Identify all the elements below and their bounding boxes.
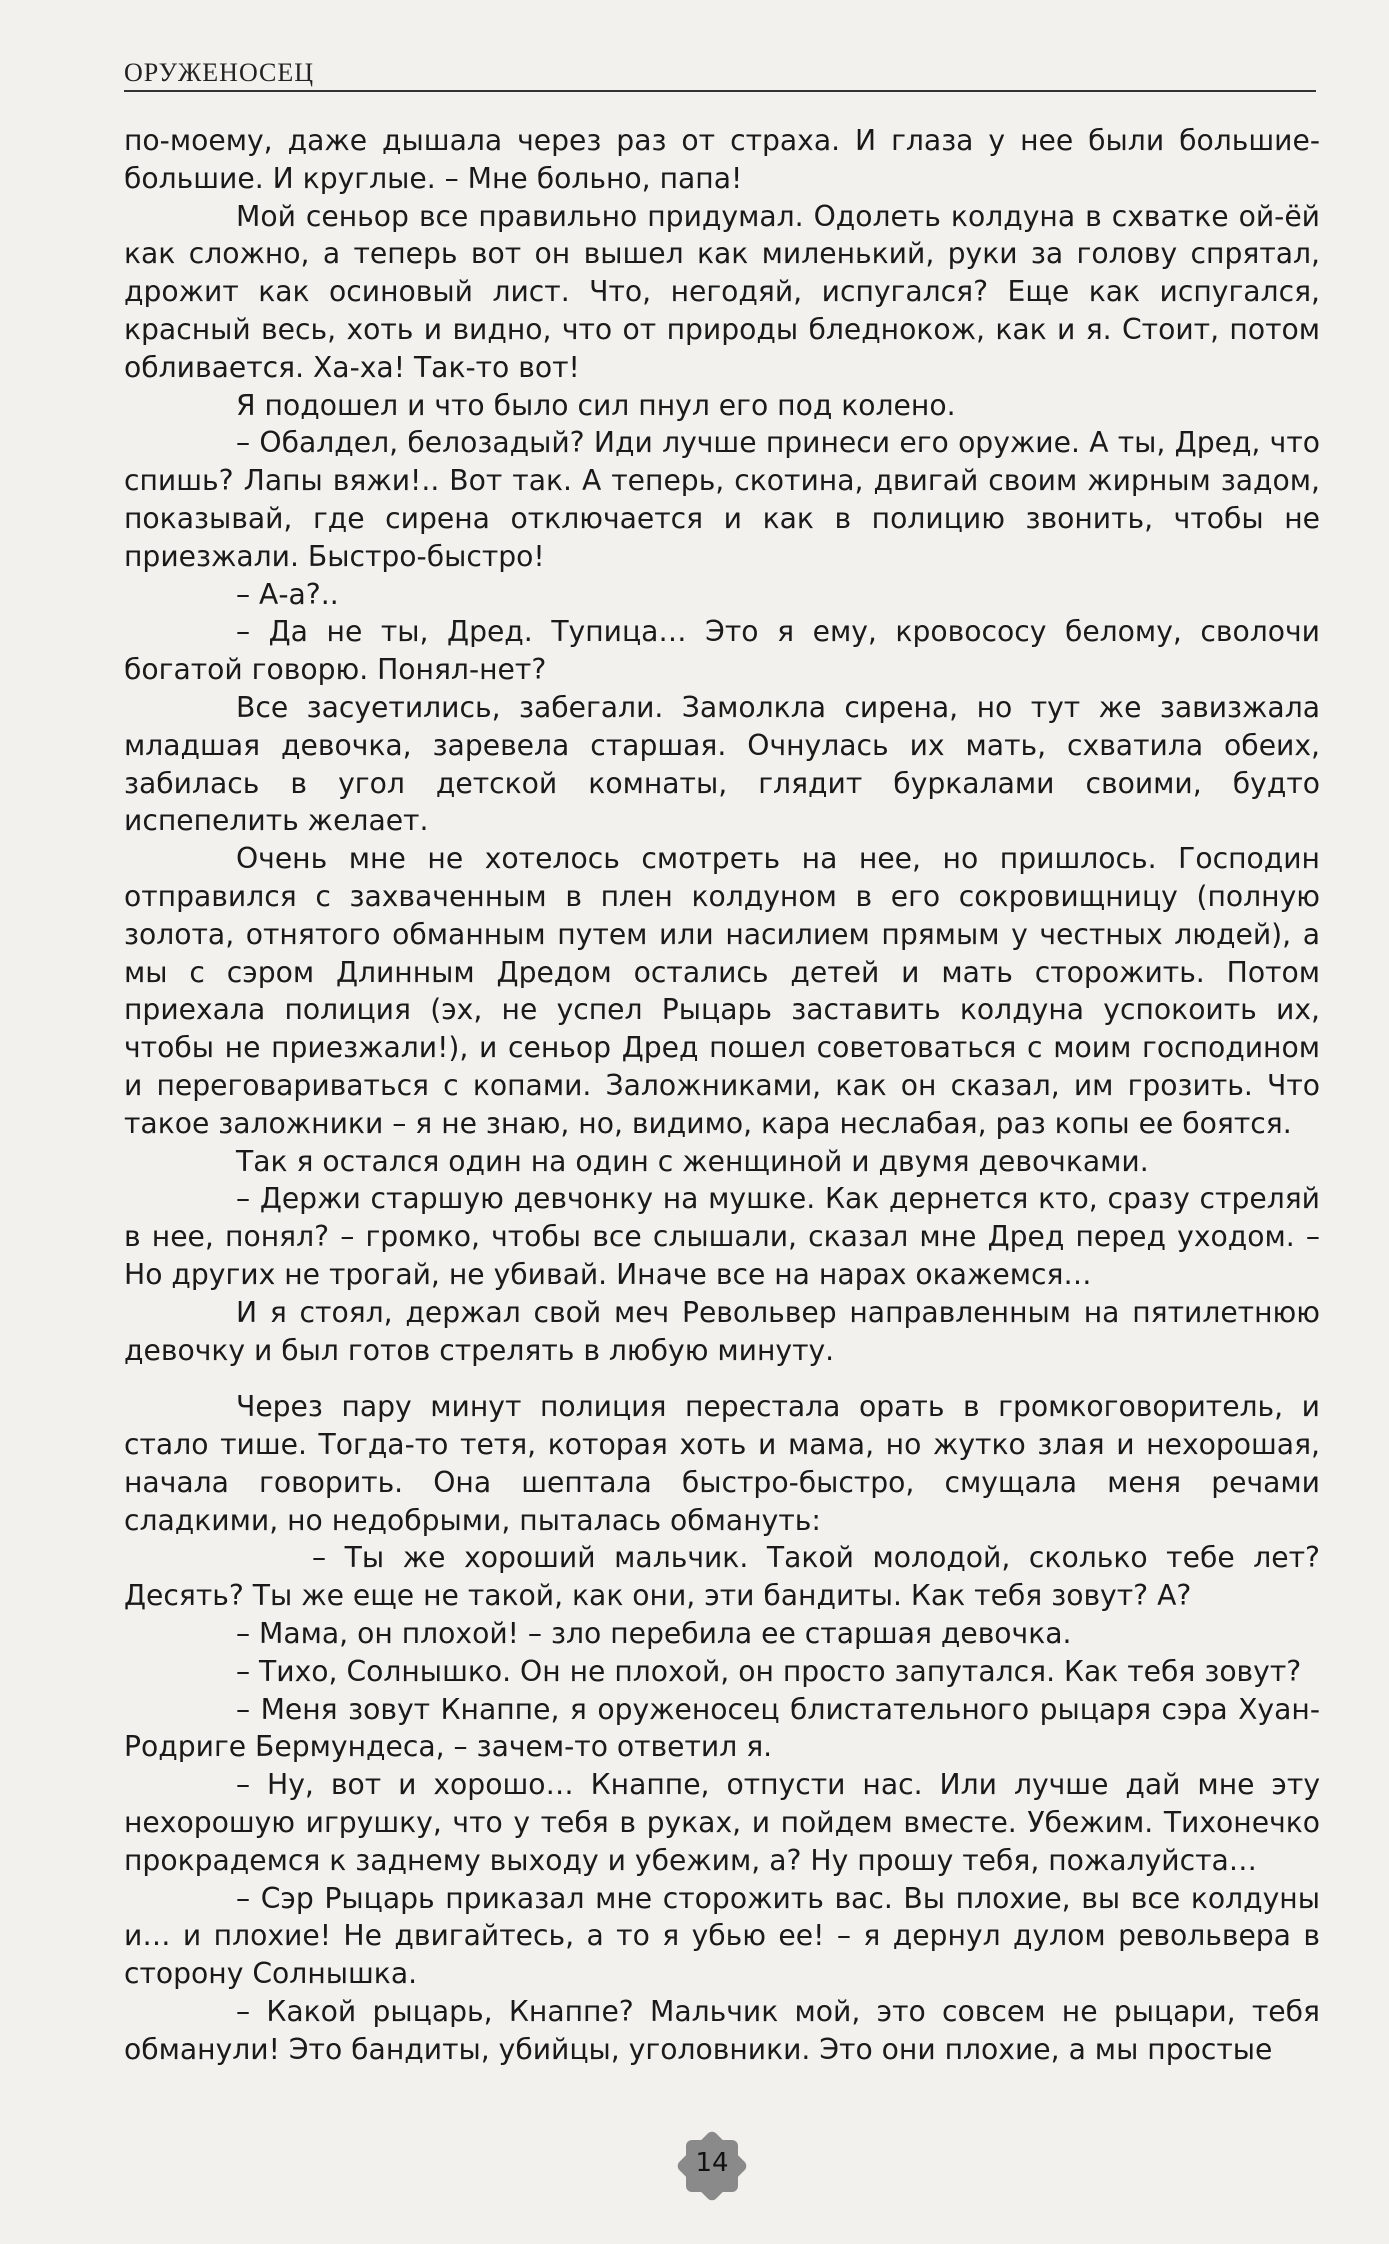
paragraph: И я стоял, держал свой меч Револьвер направленным на пятилетнюю девочку и был готов стрелять в любую минуту. xyxy=(124,1295,1320,1367)
paragraph: по-моему, даже дышала через раз от страха. И глаза у нее были большие-большие. И круглые. – Мне больно, папа! xyxy=(124,124,1320,195)
running-header xyxy=(124,56,1316,92)
paragraph: Все засуетились, забегали. Замолкла сирена, но тут же завизжала младшая девочка, заревела старшая. Очнулась их мать, схватила обеих, забилась в угол детской комнаты, глядит буркалами своими, будто испепелить желает. xyxy=(124,690,1320,838)
paragraph: Через пару минут полиция перестала орать в громкоговоритель, и стало тише. Тогда-то тетя, которая хоть и мама, но жутко злая и нехорошая, начала говорить. Она шептала быстро-быстро, смущала меня речами сладкими, но недобрыми, пыталась обмануть: xyxy=(124,1390,1320,1537)
paragraph: – Да не ты, Дред. Тупица… Это я ему, кровососу белому, сволочи богатой говорю. Понял-нет? xyxy=(124,615,1320,687)
running-header-title: ОРУЖЕНОСЕЦ xyxy=(124,58,315,87)
paragraph: – Сэр Рыцарь приказал мне сторожить вас. Вы плохие, вы все колдуны и… и плохие! Не двигайтесь, а то я убью ее! – я дернул дулом револьвера в сторону Солнышка. xyxy=(124,1881,1320,1991)
paragraph: – Ты же хороший мальчик. Такой молодой, сколько тебе лет? Десять? Ты же еще не такой, как они, эти бандиты. Как тебя зовут? А? xyxy=(124,1541,1320,1613)
paragraph: – Ну, вот и хорошо… Кнаппе, отпусти нас. Или лучше дай мне эту нехорошую игрушку, что у тебя в руках, и пойдем вместе. Убежим. Тихонечко прокрадемся к заднему выходу и убежим, а? Ну прошу тебя, пожалуйста… xyxy=(124,1768,1320,1877)
paragraph: Мой сеньор все правильно придумал. Одолеть колдуна в схватке ой-ёй как сложно, а теперь вот он вышел как миленький, руки за голову спрятал, дрожит как осиновый лист. Что, негодяй, испугался? Еще как испугался, красный весь, хоть и видно, что от природы бледнокож, как и я. Стоит, потом обливается. Ха-ха! Так-то вот! xyxy=(124,199,1320,384)
paragraph: – Обалдел, белозадый? Иди лучше принеси его оружие. А ты, Дред, что спишь? Лапы вяжи!.. Вот так. А теперь, скотина, двигай своим жирным задом, показывай, где сирена отключается и как в полицию звонить, чтобы не приезжали. Быстро-быстро! xyxy=(124,426,1320,573)
paragraph: – А-а?.. xyxy=(236,577,339,611)
paragraph: Я подошел и что было сил пнул его под колено. xyxy=(236,388,956,422)
paragraph: – Тихо, Солнышко. Он не плохой, он просто запутался. Как тебя зовут? xyxy=(236,1654,1302,1688)
paragraph: – Мама, он плохой! – зло перебила ее старшая девочка. xyxy=(236,1617,1072,1651)
paragraph: – Меня зовут Кнаппе, я оруженосец блистательного рыцаря сэра Хуан-Родриге Бермундеса, – зачем-то ответил я. xyxy=(124,1692,1320,1764)
paragraph: – Держи старшую девчонку на мушке. Как дернется кто, сразу стреляй в нее, понял? – громко, чтобы все слышали, сказал мне Дред перед уходом. – Но других не трогай, не убивай. Иначе все на нарах окажемся… xyxy=(124,1182,1320,1291)
paragraph: Так я остался один на один с женщиной и двумя девочками. xyxy=(236,1144,1149,1178)
page-number-badge xyxy=(676,2130,748,2202)
paragraph: Очень мне не хотелось смотреть на нее, но пришлось. Господин отправился с захваченным в плен колдуном в его сокровищницу (полную золота, отнятого обманным путем или насилием прямым у честных людей), а мы с сэром Длинным Дредом остались детей и мать сторожить. Потом приехала полиция (эх, не успел Рыцарь заставить колдуна успокоить их, чтобы не приезжали!), и сеньор Дред пошел советоваться с моим господином и переговариваться с копами. Заложниками, как он сказал, им грозить. Что такое заложники – я не знаю, но, видимо, кара неслабая, раз копы ее боятся. xyxy=(124,842,1320,1140)
paragraph: – Какой рыцарь, Кнаппе? Мальчик мой, это совсем не рыцари, тебя обманули! Это бандиты, убийцы, уголовники. Это они плохие, а мы простые xyxy=(124,1995,1320,2066)
body-text xyxy=(124,122,1320,2069)
page-number: 14 xyxy=(695,2148,729,2178)
